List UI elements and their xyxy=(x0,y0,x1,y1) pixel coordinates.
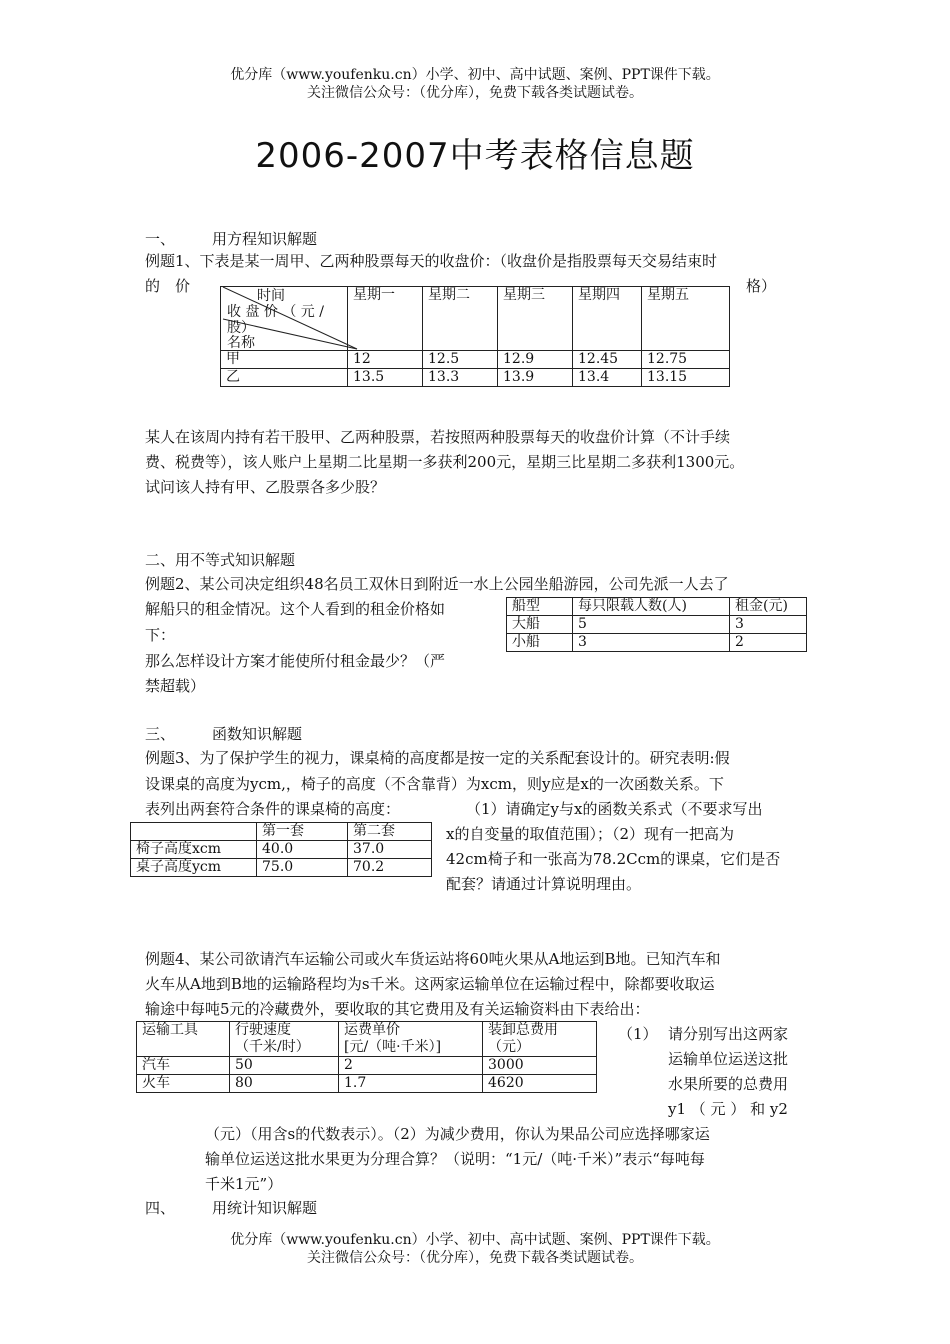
col-header: 行驶速度 （千米/时） xyxy=(230,1022,339,1057)
example-3-right-1: （1）请确定y与x的函数关系式（不要求写出 xyxy=(466,800,763,818)
col-header: 星期三 xyxy=(498,287,573,351)
footer-line-1: 优分库（www.youfenku.cn）小学、初中、高中试题、案例、PPT课件下载。 xyxy=(230,1232,720,1248)
cell: 13.15 xyxy=(642,369,730,387)
table-row xyxy=(137,1057,597,1075)
col-header: 第二套 xyxy=(348,823,432,841)
cell: 70.2 xyxy=(348,859,432,877)
cell: 汽车 xyxy=(137,1057,230,1075)
section-4-number: 四、 xyxy=(145,1199,176,1217)
example-4-line-1: 例题4、某公司欲请汽车运输公司或火车货运站将60吨火果从A地运到B地。已知汽车和 xyxy=(145,950,721,968)
table-row xyxy=(137,1075,597,1093)
cell: 75.0 xyxy=(257,859,348,877)
cell: 3000 xyxy=(483,1057,597,1075)
table-row xyxy=(131,841,432,859)
section-4-heading: 用统计知识解题 xyxy=(212,1199,318,1217)
example-1-question-line-3: 试问该人持有甲、乙股票各多少股？ xyxy=(145,478,386,496)
cell: 小船 xyxy=(507,634,573,652)
boat-table xyxy=(506,597,807,652)
example-3-line-2: 设课桌的高度为ycm,，椅子的高度（不含靠背）为xcm，则y应是x的一次函数关系。下 xyxy=(145,775,724,793)
example-4-q1-number: （1） xyxy=(618,1025,658,1043)
table-row xyxy=(221,351,730,369)
table-header-row xyxy=(131,823,432,841)
section-3-number: 三、 xyxy=(145,725,176,743)
cell: 1.7 xyxy=(339,1075,483,1093)
col-header: 星期四 xyxy=(573,287,642,351)
diagonal-price-unit: 股） xyxy=(227,320,255,336)
cell: 5 xyxy=(573,616,730,634)
example-3-right-3: 42cm椅子和一张高为78.2Ccm的课桌，它们是否 xyxy=(446,850,781,868)
table-row xyxy=(131,859,432,877)
example-2-intro: 例题2、某公司决定组织48名员工双休日到附近一水上公园坐船游园，公司先派一人去了 xyxy=(145,575,729,593)
diagonal-header-cell xyxy=(221,287,348,351)
cell: 12.5 xyxy=(423,351,498,369)
example-4-right-2: 运输单位运送这批 xyxy=(668,1050,789,1068)
section-1-heading: 用方程知识解题 xyxy=(212,230,318,248)
example-3-line-3: 表列出两套符合条件的课桌椅的高度： xyxy=(145,800,401,818)
section-2-heading: 二、用不等式知识解题 xyxy=(145,551,296,569)
diagonal-name-label: 名称 xyxy=(227,335,255,351)
example-2-line-1: 解船只的租金情况。这个人看到的租金价格如 xyxy=(145,600,446,618)
example-4-right-1: 请分别写出这两家 xyxy=(668,1025,789,1043)
page-title: 2006-2007中考表格信息题 xyxy=(255,136,695,176)
stock-table xyxy=(220,286,730,387)
cell: 3 xyxy=(730,616,807,634)
col-header: 装卸总费用 （元） xyxy=(483,1022,597,1057)
row-label: 甲 xyxy=(221,351,348,369)
example-1-intro: 例题1、下表是某一周甲、乙两种股票每天的收盘价：（收盘价是指股票每天交易结束时 xyxy=(145,252,718,270)
col-header: 每只限载人数(人) xyxy=(573,598,730,616)
example-4-right-4: y1 （ 元 ） 和 y2 xyxy=(668,1100,788,1118)
diagonal-price-label: 收 盘 价 （ 元 / xyxy=(227,304,324,320)
cell: 4620 xyxy=(483,1075,597,1093)
cell: 2 xyxy=(339,1057,483,1075)
example-1-intro-cont: 的 价 xyxy=(145,277,191,295)
cell: 大船 xyxy=(507,616,573,634)
example-4-right-3: 水果所要的总费用 xyxy=(668,1075,789,1093)
example-2-line-4: 禁超载） xyxy=(145,677,206,695)
cell: 椅子高度xcm xyxy=(131,841,257,859)
col-header: 星期一 xyxy=(348,287,423,351)
cell: 40.0 xyxy=(257,841,348,859)
header-line-2: 关注微信公众号：（优分库），免费下载各类试题试卷。 xyxy=(307,85,643,101)
section-3-heading: 函数知识解题 xyxy=(212,725,303,743)
table-row xyxy=(507,616,807,634)
cell: 50 xyxy=(230,1057,339,1075)
example-4-line-2: 火车从A地到B地的运输路程均为s千米。这两家运输单位在运输过程中，除都要收取运 xyxy=(145,975,715,993)
example-1-question-line-2: 费、税费等），该人账户上星期二比星期一多获利200元，星期三比星期二多获利1300元。 xyxy=(145,453,745,471)
example-3-right-2: x的自变量的取值范围）；（2）现有一把高为 xyxy=(446,825,735,843)
cell: 12.9 xyxy=(498,351,573,369)
diagonal-time-label: 时间 xyxy=(257,288,285,304)
example-4-bottom-2: 输单位运送这批水果更为分理合算？（说明：“1元/（吨·千米）”表示“每吨每 xyxy=(205,1150,705,1168)
table-header-row xyxy=(137,1022,597,1057)
example-3-right-4: 配套？请通过计算说明理由。 xyxy=(446,875,642,893)
example-4-line-3: 输途中每吨5元的冷藏费外，要收取的其它费用及有关运输资料由下表给出： xyxy=(145,1000,650,1018)
header-line-1: 优分库（www.youfenku.cn）小学、初中、高中试题、案例、PPT课件下载。 xyxy=(230,67,720,83)
example-1-intro-end: 格） xyxy=(746,277,777,295)
col-header xyxy=(131,823,257,841)
example-1-question-line-1: 某人在该周内持有若干股甲、乙两种股票，若按照两种股票每天的收盘价计算（不计手续 xyxy=(145,428,731,446)
example-2-line-3: 那么怎样设计方案才能使所付租金最少？（严 xyxy=(145,652,446,670)
col-header: 租金(元) xyxy=(730,598,807,616)
cell: 13.9 xyxy=(498,369,573,387)
col-header: 第一套 xyxy=(257,823,348,841)
col-header: 运费单价 [元/（吨·千米）] xyxy=(339,1022,483,1057)
footer-line-2: 关注微信公众号：（优分库），免费下载各类试题试卷。 xyxy=(307,1250,643,1266)
table-row xyxy=(507,634,807,652)
col-header: 运输工具 xyxy=(137,1022,230,1057)
transport-table xyxy=(136,1021,597,1093)
col-header: 星期五 xyxy=(642,287,730,351)
cell: 12.75 xyxy=(642,351,730,369)
cell: 37.0 xyxy=(348,841,432,859)
table-header-row xyxy=(507,598,807,616)
cell: 2 xyxy=(730,634,807,652)
example-4-bottom-1: （元）（用含s的代数表示）。（2）为减少费用，你认为果品公司应选择哪家运 xyxy=(205,1125,710,1143)
section-1-number: 一、 xyxy=(145,230,176,248)
cell: 3 xyxy=(573,634,730,652)
cell: 火车 xyxy=(137,1075,230,1093)
col-header: 船型 xyxy=(507,598,573,616)
col-header: 星期二 xyxy=(423,287,498,351)
cell: 13.3 xyxy=(423,369,498,387)
cell: 桌子高度ycm xyxy=(131,859,257,877)
cell: 80 xyxy=(230,1075,339,1093)
example-3-line-1: 例题3、为了保护学生的视力，课桌椅的高度都是按一定的关系配套设计的。研究表明:假 xyxy=(145,749,730,767)
desk-chair-table xyxy=(130,822,432,877)
cell: 12 xyxy=(348,351,423,369)
cell: 13.4 xyxy=(573,369,642,387)
cell: 12.45 xyxy=(573,351,642,369)
cell: 13.5 xyxy=(348,369,423,387)
example-2-line-2: 下： xyxy=(145,626,176,644)
table-row xyxy=(221,369,730,387)
example-4-bottom-3: 千米1元”） xyxy=(205,1175,283,1193)
row-label: 乙 xyxy=(221,369,348,387)
